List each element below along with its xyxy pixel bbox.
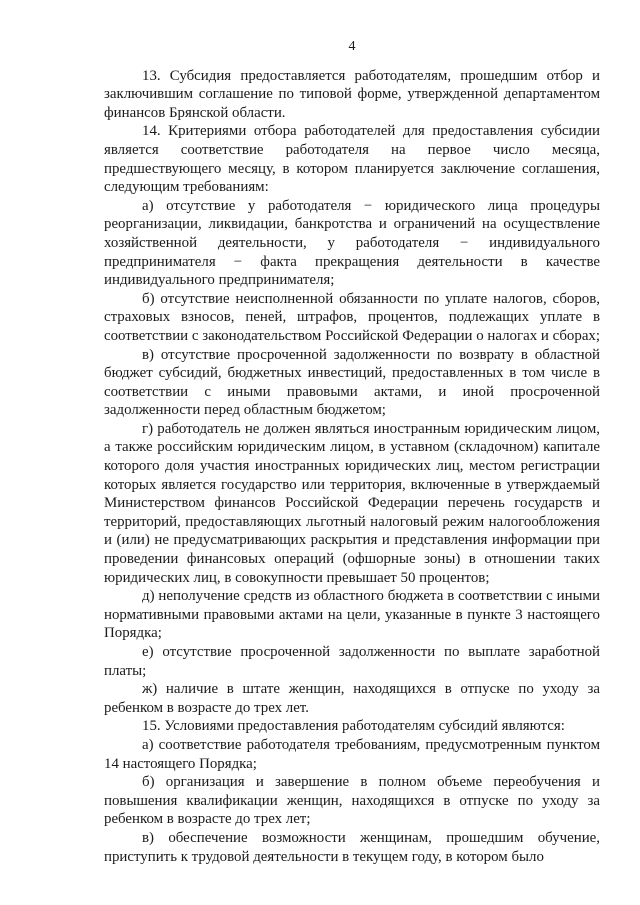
paragraph-14-g: г) работодатель не должен являться иностранным юридическим лицом, а также российским юридическим лицом, в уставном (складочном) капитале которого доля участия иностранных юридических лиц, местом регистрации которых является государство или территория, включенные в утверждаемый Министерством финансов Российской Федерации перечень государств и территорий, предоставляющих льготный налоговый режим налогообложения и (или) не предусматривающих раскрытия и представления информации при проведении финансовых операций (офшорные зоны) в отношении таких юридических лиц, в совокупности превышает 50 процентов; — [104, 420, 600, 586]
paragraph-14-e: е) отсутствие просроченной задолженности по выплате заработной платы; — [104, 644, 600, 679]
paragraph-15-v: в) обеспечение возможности женщинам, прошедшим обучение, приступить к трудовой деятельности в текущем году, в котором было — [104, 829, 600, 865]
paragraph-14-a: а) отсутствие у работодателя − юридического лица процедуры реорганизации, ликвидации, банкротства и ограничений на осуществление хозяйственной деятельности, у работодателя − индивидуального предпринимателя − факта прекращения деятельности в качестве индивидуального предпринимателя; — [104, 197, 600, 289]
paragraph-15: 15. Условиями предоставления работодателям субсидий являются: — [142, 718, 565, 735]
paragraph-14-d: д) неполучение средств из областного бюджета в соответствии с иными нормативными правовыми актами на цели, указанные в пункте 3 настоящего Порядка; — [104, 588, 600, 642]
paragraph-14: 14. Критериями отбора работодателей для предоставления субсидии является соответствие работодателя на первое число месяца, предшествующего месяцу, в котором планируется заключение соглашения, следующим требованиям: — [104, 123, 600, 196]
paragraph-15-b: б) организация и завершение в полном объеме переобучения и повышения квалификации женщин, находящихся в отпуске по уходу за ребенком в возрасте до трех лет; — [104, 774, 600, 828]
paragraph-13: 13. Субсидия предоставляется работодателям, прошедшим отбор и заключившим соглашение по типовой форме, утвержденной департаментом финансов Брянской области. — [104, 67, 600, 121]
paragraph-14-zh: ж) наличие в штате женщин, находящихся в отпуске по уходу за ребенком в возрасте до трех лет. — [104, 681, 600, 716]
paragraph-14-b: б) отсутствие неисполненной обязанности по уплате налогов, сборов, страховых взносов, пеней, штрафов, процентов, подлежащих уплате в соответствии с законодательством Российской Федерации о налогах и сборах; — [104, 290, 601, 344]
paragraph-15-a: а) соответствие работодателя требованиям, предусмотренным пунктом 14 настоящего Порядка; — [104, 736, 600, 772]
page-number: 4 — [348, 39, 356, 54]
paragraph-14-v: в) отсутствие просроченной задолженности по возврату в областной бюджет субсидий, бюджетных инвестиций, предоставленных в том числе в соответствии с иными правовыми актами, и иной просроченной задолженности перед областным бюджетом; — [104, 346, 600, 419]
